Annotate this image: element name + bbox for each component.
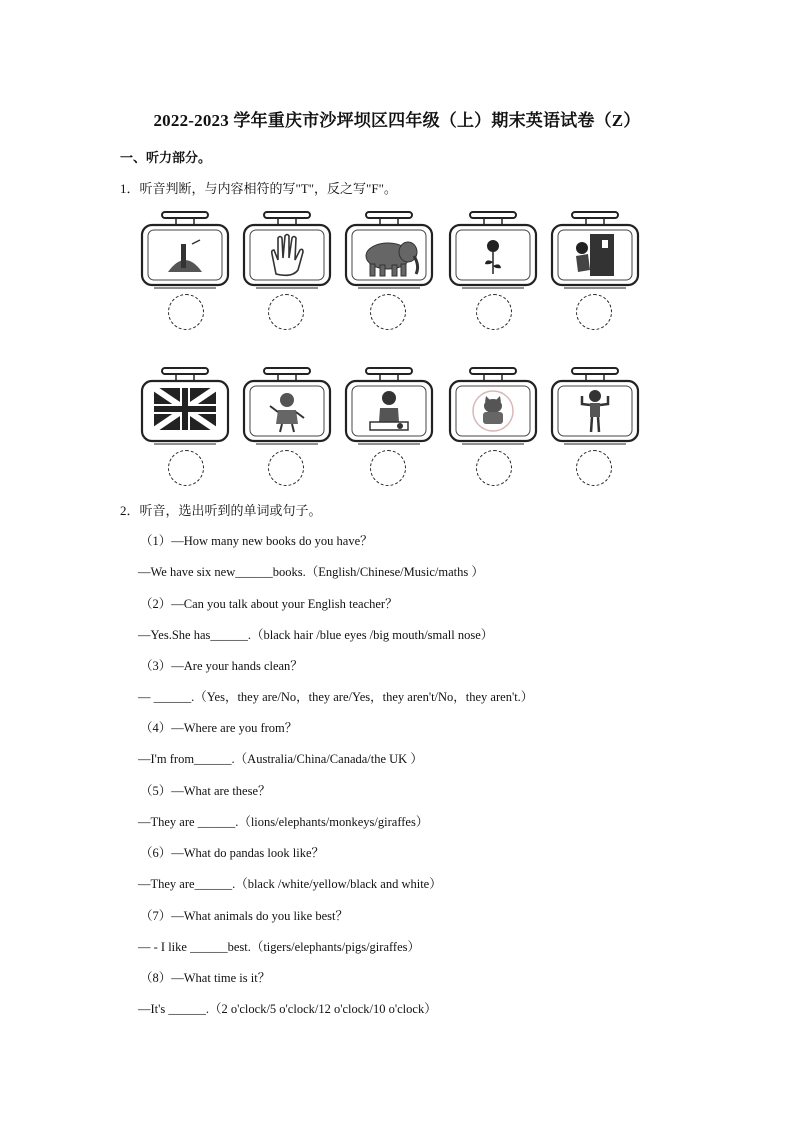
question-line: （2）—Can you talk about your English teacher？ [140,597,398,611]
answer-line[interactable]: — ______.（Yes，they are/No，they are/Yes，they aren't/No，they aren't.） [138,690,534,704]
drink-icon [168,240,202,272]
answer-circle[interactable] [168,294,204,330]
question-1-heading: 1．听音判断，与内容相符的写"T"，反之写"F"。 [120,181,397,196]
picture-frame-boy-flexing [550,366,640,450]
door-icon [576,234,614,276]
uk-flag-icon [154,388,216,430]
section-heading: 一、听力部分。 [120,150,212,165]
question-2-heading: 2．听音，选出听到的单词或句子。 [120,503,322,518]
picture-frame-hand [242,210,332,294]
answer-line[interactable]: —Yes.She has______.（black hair /blue eyes /big mouth/small nose） [138,628,494,642]
answer-circle[interactable] [476,294,512,330]
answer-circle[interactable] [476,450,512,486]
answer-circle[interactable] [168,450,204,486]
question-line: （1）—How many new books do you have？ [140,534,373,548]
rose-icon [485,240,501,274]
answer-circle[interactable] [576,450,612,486]
page-title: 2022-2023 学年重庆市沙坪坝区四年级（上）期末英语试卷（Z） [153,111,641,130]
picture-frame-girl-dancing [242,366,332,450]
picture-frame-uk-flag [140,366,230,450]
question-line: （6）—What do pandas look like？ [140,846,324,860]
picture-frame-rose [448,210,538,294]
cat-icon [483,396,503,424]
elephant-icon [366,242,418,276]
answer-circle[interactable] [268,294,304,330]
answer-circle[interactable] [268,450,304,486]
answer-line[interactable]: — - I like ______best.（tigers/elephants/pigs/giraffes） [138,940,421,954]
answer-circle[interactable] [370,450,406,486]
picture-frame-cat [448,366,538,450]
answer-circle[interactable] [370,294,406,330]
question-line: （8）—What time is it？ [140,971,271,985]
girl-dancing-icon [270,393,304,432]
answer-circle[interactable] [576,294,612,330]
picture-frame-boy-cooking [344,366,434,450]
hand-icon [272,235,303,276]
picture-frame-elephant [344,210,434,294]
picture-frame-door [550,210,640,294]
boy-cooking-icon [370,391,408,430]
question-line: （7）—What animals do you like best？ [140,909,348,923]
question-line: （5）—What are these？ [140,784,271,798]
question-line: （3）—Are your hands clean？ [140,659,303,673]
question-line: （4）—Where are you from？ [140,721,298,735]
answer-line[interactable]: —It's ______.（2 o'clock/5 o'clock/12 o'clock/10 o'clock） [138,1002,437,1016]
answer-line[interactable]: —They are______.（black /white/yellow/black and white） [138,877,442,891]
answer-line[interactable]: —I'm from______.（Australia/China/Canada/the UK ） [138,752,423,766]
boy-flexing-icon [582,390,608,432]
answer-line[interactable]: —They are ______.（lions/elephants/monkeys/giraffes） [138,815,429,829]
picture-frame-drink [140,210,230,294]
answer-line[interactable]: —We have six new______books.（English/Chinese/Music/maths ） [138,565,484,579]
